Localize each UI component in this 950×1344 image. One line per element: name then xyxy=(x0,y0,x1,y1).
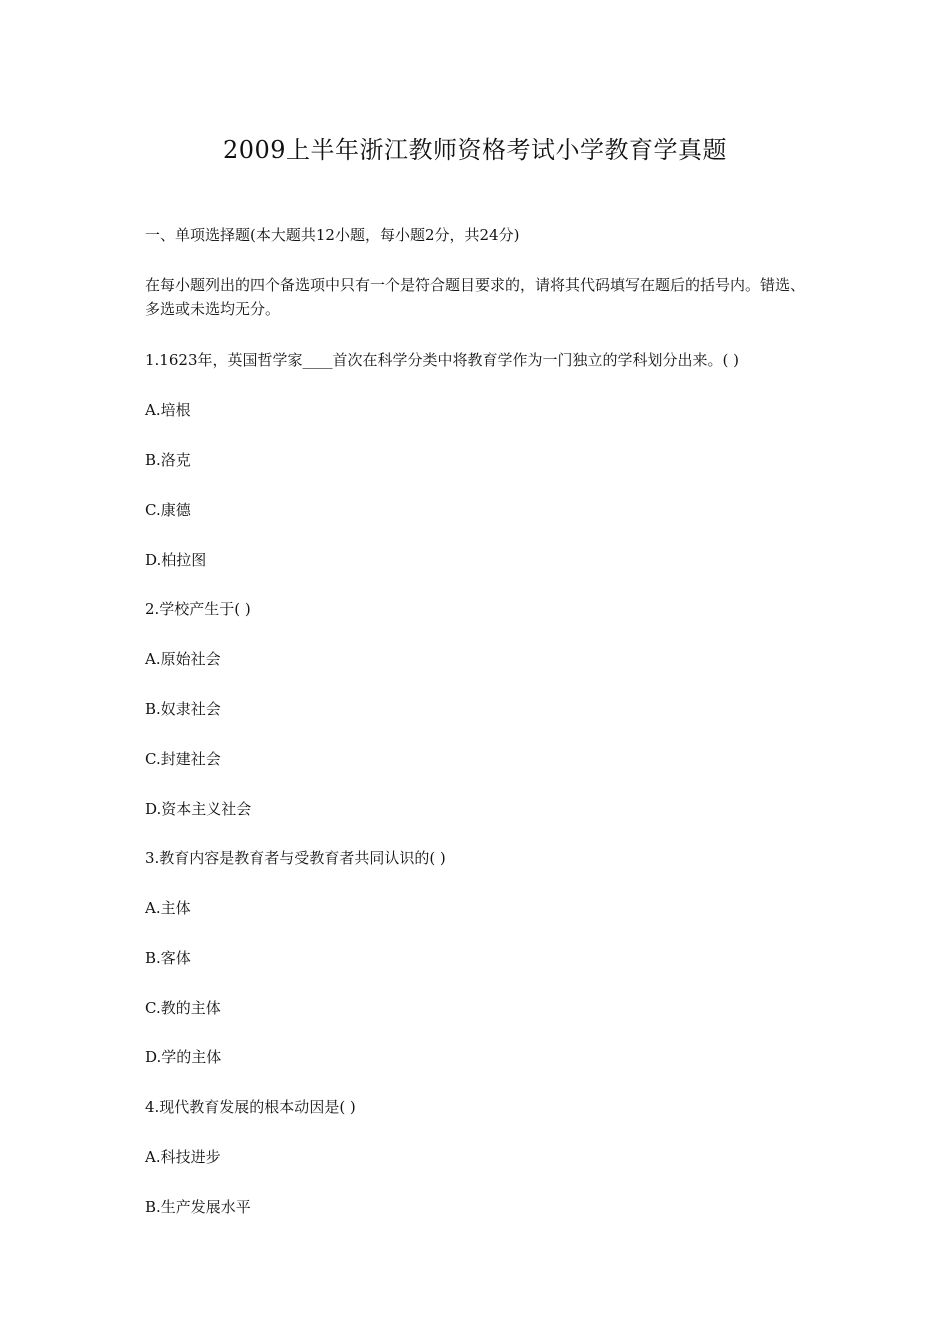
document-title: 2009上半年浙江教师资格考试小学教育学真题 xyxy=(222,136,728,164)
answer-option: B.奴隶社会 xyxy=(145,700,221,718)
question-stem: 2.学校产生于( ) xyxy=(145,600,251,618)
answer-option: C.教的主体 xyxy=(145,999,221,1017)
answer-option: B.洛克 xyxy=(145,451,191,469)
answer-option: A.主体 xyxy=(145,899,191,917)
question-stem: 1.1623年，英国哲学家____首次在科学分类中将教育学作为一门独立的学科划分出来。( ) xyxy=(145,351,739,369)
answer-option: B.客体 xyxy=(145,949,191,967)
answer-option: A.培根 xyxy=(145,401,191,419)
answer-option: D.资本主义社会 xyxy=(145,800,252,818)
answer-option: A.科技进步 xyxy=(145,1148,221,1166)
answer-option: C.封建社会 xyxy=(145,750,221,768)
answer-option: D.柏拉图 xyxy=(145,551,207,569)
answer-option: C.康德 xyxy=(145,501,191,519)
question-stem: 4.现代教育发展的根本动因是( ) xyxy=(145,1098,356,1116)
answer-option: B.生产发展水平 xyxy=(145,1198,251,1216)
answer-option: D.学的主体 xyxy=(145,1048,222,1066)
question-stem: 3.教育内容是教育者与受教育者共同认识的( ) xyxy=(145,849,446,867)
answer-option: A.原始社会 xyxy=(145,650,221,668)
instructions-paragraph: 在每小题列出的四个备选项中只有一个是符合题目要求的，请将其代码填写在题后的括号内。错选、多选或未选均无分。 xyxy=(145,276,806,318)
section-heading: 一、单项选择题(本大题共12小题，每小题2分，共24分) xyxy=(145,226,520,244)
